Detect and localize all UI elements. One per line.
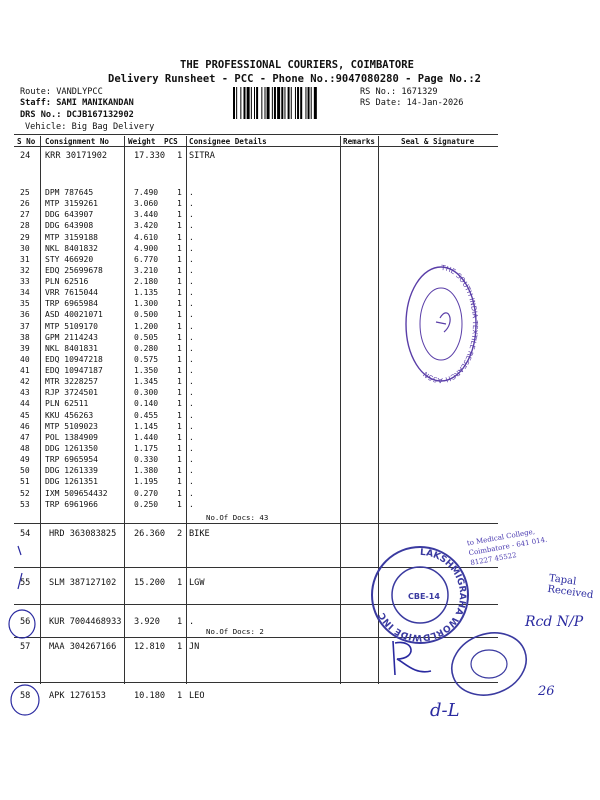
table-row bbox=[0, 266, 600, 277]
cell-sno: 24 bbox=[20, 151, 31, 161]
cell-pcs: 1 bbox=[177, 343, 182, 353]
cell-consignee: JN bbox=[189, 642, 200, 652]
cell-consignee: . bbox=[189, 421, 194, 431]
table-row bbox=[0, 489, 600, 500]
cell-weight: 7.490 bbox=[134, 188, 159, 197]
cell-consignee: . bbox=[189, 277, 194, 287]
cell-weight: 4.900 bbox=[134, 243, 159, 253]
table-row bbox=[0, 333, 600, 344]
table-row bbox=[0, 578, 600, 589]
cell-weight: 12.810 bbox=[134, 642, 166, 652]
table-row bbox=[0, 366, 600, 377]
cell-consignee: . bbox=[189, 321, 194, 331]
cell-pcs: 1 bbox=[177, 578, 183, 588]
circle-mark-58 bbox=[8, 682, 44, 720]
rs-date: RS Date: 14-Jan-2026 bbox=[360, 98, 464, 108]
lakshmigraha-stamp-text: LAKSHMIGRAHA WORLDWIDE INC bbox=[377, 547, 468, 643]
table-row bbox=[0, 444, 600, 455]
cell-weight: 3.210 bbox=[134, 265, 159, 275]
cell-weight: 0.280 bbox=[134, 343, 159, 353]
cell-sno: 36 bbox=[20, 310, 30, 320]
cell-sno: 42 bbox=[20, 377, 30, 387]
cell-pcs: 1 bbox=[177, 199, 182, 209]
cell-consignee: . bbox=[189, 477, 194, 487]
cell-consignee: . bbox=[189, 466, 194, 476]
cell-consignment: POL 1384909 bbox=[45, 432, 98, 442]
table-row bbox=[0, 288, 600, 299]
cell-weight: 1.380 bbox=[134, 466, 159, 476]
cell-consignee: . bbox=[189, 332, 194, 342]
cell-pcs: 1 bbox=[177, 299, 182, 309]
table-row bbox=[0, 299, 600, 310]
cell-consignee: . bbox=[189, 399, 194, 409]
cell-weight: 26.360 bbox=[134, 529, 166, 539]
cell-consignment: DDG 1261339 bbox=[45, 466, 98, 476]
handwritten-note-2: Rcd N/P bbox=[525, 614, 584, 630]
handwritten-note-1: Tapal Received bbox=[546, 572, 594, 602]
cell-sno: 45 bbox=[20, 410, 30, 420]
handwritten-note-3: d-L bbox=[430, 700, 460, 721]
cell-consignee: . bbox=[189, 488, 194, 498]
cell-consignment: KUR 7004468933 bbox=[49, 617, 122, 627]
cell-sno: 47 bbox=[20, 432, 30, 442]
cell-weight: 1.175 bbox=[134, 443, 159, 453]
col-weight: Weight bbox=[128, 137, 156, 146]
vehicle: Vehicle: Big Bag Delivery bbox=[25, 122, 155, 132]
cell-sno: 56 bbox=[20, 617, 31, 627]
cell-consignment: TRP 6965984 bbox=[45, 299, 98, 309]
cell-consignee: . bbox=[189, 210, 194, 220]
circle-mark-56 bbox=[6, 606, 40, 642]
medical-college-stamp: to Medical College, Coimbatore - 641 014. 81227 45522 bbox=[466, 527, 548, 568]
table-row bbox=[0, 255, 600, 266]
cell-consignment: STY 466920 bbox=[45, 254, 94, 264]
cell-pcs: 1 bbox=[177, 277, 182, 287]
cell-pcs: 1 bbox=[177, 188, 182, 197]
cell-weight: 0.300 bbox=[134, 388, 159, 398]
cell-consignee: BIKE bbox=[189, 529, 210, 539]
cell-consignment: MTP 3159188 bbox=[45, 232, 98, 242]
cell-pcs: 1 bbox=[177, 243, 182, 253]
cell-consignee: . bbox=[189, 221, 194, 231]
textile-stamp-text: THE SOUTH INDIA TEXTILE RESEARCH ASSN bbox=[421, 263, 479, 384]
cell-weight: 1.345 bbox=[134, 377, 159, 387]
cell-consignment: PLN 62516 bbox=[45, 277, 89, 287]
cell-consignment: GPM 2114243 bbox=[45, 332, 98, 342]
cell-consignee: . bbox=[189, 366, 194, 376]
cell-weight: 2.180 bbox=[134, 277, 159, 287]
cell-consignment: TRP 6965954 bbox=[45, 455, 98, 465]
cell-consignee: . bbox=[189, 343, 194, 353]
cell-consignee: . bbox=[189, 299, 194, 309]
cell-consignee: . bbox=[189, 243, 194, 253]
cell-consignment: MTP 5109023 bbox=[45, 421, 98, 431]
cell-consignment: MTR 3228257 bbox=[45, 377, 98, 387]
cell-sno: 35 bbox=[20, 299, 30, 309]
cell-weight: 1.145 bbox=[134, 421, 159, 431]
cell-pcs: 1 bbox=[177, 354, 182, 364]
rs-number: RS No.: 1671329 bbox=[360, 87, 438, 97]
cell-pcs: 1 bbox=[177, 432, 182, 442]
table-row bbox=[0, 221, 600, 232]
table-row bbox=[0, 199, 600, 210]
cell-pcs: 1 bbox=[177, 443, 182, 453]
cell-sno: 29 bbox=[20, 232, 30, 242]
cell-consignment: DPM 787645 bbox=[45, 188, 94, 197]
cell-consignment: KRR 30171902 bbox=[45, 151, 108, 161]
table-header-rule bbox=[14, 146, 498, 147]
cell-weight: 0.505 bbox=[134, 332, 159, 342]
table-row bbox=[0, 244, 600, 255]
table-row bbox=[0, 210, 600, 221]
cell-weight: 17.330 bbox=[134, 151, 166, 161]
signature-scribble bbox=[385, 635, 445, 685]
cell-sno: 50 bbox=[20, 466, 30, 476]
cell-consignment: DDG 643908 bbox=[45, 221, 94, 231]
textile-research-stamp bbox=[400, 262, 482, 384]
table-row bbox=[0, 355, 600, 366]
cell-pcs: 1 bbox=[177, 332, 182, 342]
table-row bbox=[0, 455, 600, 466]
cell-sno: 30 bbox=[20, 243, 30, 253]
col-pcs: PCS bbox=[164, 137, 178, 146]
cell-consignment: EDQ 10947218 bbox=[45, 354, 103, 364]
cell-sno: 41 bbox=[20, 366, 30, 376]
docs-count-1: No.Of Docs: 43 bbox=[206, 513, 269, 522]
cell-sno: 28 bbox=[20, 221, 30, 231]
table-row bbox=[0, 310, 600, 321]
cell-pcs: 1 bbox=[177, 617, 183, 627]
cell-weight: 3.420 bbox=[134, 221, 159, 231]
cell-pcs: 1 bbox=[177, 221, 182, 231]
cell-pcs: 1 bbox=[177, 399, 182, 409]
cell-consignee: . bbox=[189, 188, 194, 197]
cell-consignment: RJP 3724501 bbox=[45, 388, 98, 398]
cell-consignment: SLM 387127102 bbox=[49, 578, 117, 588]
cell-pcs: 1 bbox=[177, 151, 183, 161]
cell-consignee: SITRA bbox=[189, 151, 215, 161]
cell-pcs: 1 bbox=[177, 477, 182, 487]
cell-consignment: MTP 5109170 bbox=[45, 321, 98, 331]
cell-consignee: LGW bbox=[189, 578, 205, 588]
cell-consignment: EDQ 25699678 bbox=[45, 265, 103, 275]
col-consignment: Consignment No bbox=[45, 137, 110, 146]
svg-text:THE SOUTH INDIA TEXTILE RESEAR bbox=[422, 264, 479, 384]
col-remarks: Remarks bbox=[343, 137, 376, 146]
cell-pcs: 1 bbox=[177, 310, 182, 320]
cell-sno: 32 bbox=[20, 265, 30, 275]
cell-consignee: . bbox=[189, 199, 194, 209]
cell-sno: 27 bbox=[20, 210, 30, 220]
cell-weight: 10.180 bbox=[134, 691, 166, 701]
cell-sno: 25 bbox=[20, 188, 30, 197]
cell-weight: 0.330 bbox=[134, 455, 159, 465]
staff: Staff: SAMI MANIKANDAN bbox=[20, 98, 134, 108]
table-row bbox=[0, 322, 600, 333]
cell-weight: 6.770 bbox=[134, 254, 159, 264]
docs-count-2: No.Of Docs: 2 bbox=[206, 627, 264, 636]
cell-weight: 0.500 bbox=[134, 310, 159, 320]
cell-sno: 48 bbox=[20, 443, 30, 453]
cell-pcs: 1 bbox=[177, 265, 182, 275]
table-row bbox=[0, 422, 600, 433]
table-row bbox=[0, 188, 600, 199]
cell-pcs: 1 bbox=[177, 210, 182, 220]
cell-sno: 52 bbox=[20, 488, 30, 498]
cell-weight: 0.140 bbox=[134, 399, 159, 409]
cell-consignment: NKL 8401832 bbox=[45, 243, 98, 253]
cell-weight: 0.575 bbox=[134, 354, 159, 364]
cell-sno: 53 bbox=[20, 499, 30, 509]
cell-consignee: . bbox=[189, 265, 194, 275]
cell-consignment: TRP 6961966 bbox=[45, 499, 98, 509]
cell-weight: 1.200 bbox=[134, 321, 159, 331]
cell-pcs: 1 bbox=[177, 254, 182, 264]
cell-pcs: 1 bbox=[177, 466, 182, 476]
cell-consignee: . bbox=[189, 232, 194, 242]
cell-consignment: MAA 304267166 bbox=[49, 642, 117, 652]
table-row bbox=[0, 466, 600, 477]
table-top-rule bbox=[14, 134, 498, 135]
cell-weight: 1.440 bbox=[134, 432, 159, 442]
cell-weight: 4.610 bbox=[134, 232, 159, 242]
cell-sno: 54 bbox=[20, 529, 31, 539]
cell-weight: 1.195 bbox=[134, 477, 159, 487]
page-subtitle: Delivery Runsheet - PCC - Phone No.:9047080280 - Page No.:2 bbox=[108, 73, 481, 85]
cell-pcs: 1 bbox=[177, 410, 182, 420]
table-row bbox=[0, 344, 600, 355]
cell-consignee: . bbox=[189, 455, 194, 465]
cell-pcs: 1 bbox=[177, 288, 182, 298]
cell-consignment: NKL 8401831 bbox=[45, 343, 98, 353]
lakshmigraha-center: CBE-14 bbox=[408, 592, 440, 601]
cell-consignment: VRR 7615044 bbox=[45, 288, 98, 298]
table-row bbox=[0, 399, 600, 410]
cell-sno: 55 bbox=[20, 578, 31, 588]
cell-consignment: MTP 3159261 bbox=[45, 199, 98, 209]
cell-consignment: DDG 643907 bbox=[45, 210, 94, 220]
cell-sno: 40 bbox=[20, 354, 30, 364]
cell-weight: 0.455 bbox=[134, 410, 159, 420]
cell-pcs: 1 bbox=[177, 377, 182, 387]
table-row bbox=[0, 500, 600, 511]
cell-sno: 46 bbox=[20, 421, 30, 431]
col-sno: S No bbox=[17, 137, 36, 146]
company-title: THE PROFESSIONAL COURIERS, COIMBATORE bbox=[180, 59, 414, 71]
cell-weight: 1.350 bbox=[134, 366, 159, 376]
cell-weight: 15.200 bbox=[134, 578, 166, 588]
cell-consignee: . bbox=[189, 377, 194, 387]
cell-pcs: 1 bbox=[177, 691, 183, 701]
cell-pcs: 1 bbox=[177, 321, 182, 331]
cell-sno: 31 bbox=[20, 254, 30, 264]
cell-consignee: . bbox=[189, 499, 194, 509]
cell-consignment: DDG 1261350 bbox=[45, 443, 98, 453]
cell-weight: 0.270 bbox=[134, 488, 159, 498]
cell-consignment: KKU 456263 bbox=[45, 410, 94, 420]
cell-sno: 58 bbox=[20, 691, 31, 701]
cell-pcs: 1 bbox=[177, 366, 182, 376]
cell-sno: 44 bbox=[20, 399, 30, 409]
cell-consignment: DDG 1261351 bbox=[45, 477, 98, 487]
cell-sno: 37 bbox=[20, 321, 30, 331]
table-row bbox=[0, 151, 600, 162]
cell-pcs: 1 bbox=[177, 421, 182, 431]
cell-sno: 39 bbox=[20, 343, 30, 353]
drs-number: DRS No.: DCJB167132902 bbox=[20, 110, 134, 120]
cell-sno: 33 bbox=[20, 277, 30, 287]
cell-pcs: 1 bbox=[177, 642, 183, 652]
cell-consignee: . bbox=[189, 354, 194, 364]
cell-sno: 57 bbox=[20, 642, 31, 652]
cell-consignment: APK 1276153 bbox=[49, 691, 106, 701]
cell-consignment: IXM 509654432 bbox=[45, 488, 108, 498]
handwritten-note-4: 26 bbox=[538, 684, 555, 699]
cell-consignee: . bbox=[189, 388, 194, 398]
cell-weight: 1.135 bbox=[134, 288, 159, 298]
cell-weight: 1.300 bbox=[134, 299, 159, 309]
cell-consignee: . bbox=[189, 443, 194, 453]
cell-sno: 51 bbox=[20, 477, 30, 487]
route: Route: VANDLYPCC bbox=[20, 87, 103, 97]
cell-weight: 0.250 bbox=[134, 499, 159, 509]
cell-sno: 38 bbox=[20, 332, 30, 342]
cell-consignee: . bbox=[189, 410, 194, 420]
cell-sno: 49 bbox=[20, 455, 30, 465]
cell-consignee: . bbox=[189, 288, 194, 298]
col-consignee: Consignee Details bbox=[189, 137, 267, 146]
table-row bbox=[0, 277, 600, 288]
cell-consignee: . bbox=[189, 310, 194, 320]
cell-consignee: . bbox=[189, 432, 194, 442]
cell-weight: 3.060 bbox=[134, 199, 159, 209]
cell-pcs: 1 bbox=[177, 488, 182, 498]
barcode bbox=[233, 87, 357, 119]
cell-sno: 34 bbox=[20, 288, 30, 298]
cell-pcs: 1 bbox=[177, 232, 182, 242]
cell-pcs: 1 bbox=[177, 455, 182, 465]
cell-consignment: ASD 40021071 bbox=[45, 310, 103, 320]
cell-consignee: LEO bbox=[189, 691, 205, 701]
table-row bbox=[0, 377, 600, 388]
second-round-stamp bbox=[444, 628, 534, 700]
cell-consignee: . bbox=[189, 617, 195, 627]
table-row bbox=[0, 617, 600, 628]
cell-consignment: HRD 363083825 bbox=[49, 529, 117, 539]
cell-pcs: 1 bbox=[177, 499, 182, 509]
table-row bbox=[0, 477, 600, 488]
cell-pcs: 2 bbox=[177, 529, 183, 539]
table-row bbox=[0, 233, 600, 244]
rule-after-53 bbox=[14, 523, 498, 524]
pen-tick bbox=[12, 543, 36, 593]
cell-weight: 3.920 bbox=[134, 617, 160, 627]
table-row bbox=[0, 411, 600, 422]
col-seal: Seal & Signature bbox=[401, 137, 475, 146]
table-row bbox=[0, 433, 600, 444]
cell-sno: 26 bbox=[20, 199, 30, 209]
cell-weight: 3.440 bbox=[134, 210, 159, 220]
table-row bbox=[0, 388, 600, 399]
cell-consignment: PLN 62511 bbox=[45, 399, 89, 409]
cell-sno: 43 bbox=[20, 388, 30, 398]
cell-consignment: EDQ 10947187 bbox=[45, 366, 103, 376]
cell-pcs: 1 bbox=[177, 388, 182, 398]
cell-consignee: . bbox=[189, 254, 194, 264]
